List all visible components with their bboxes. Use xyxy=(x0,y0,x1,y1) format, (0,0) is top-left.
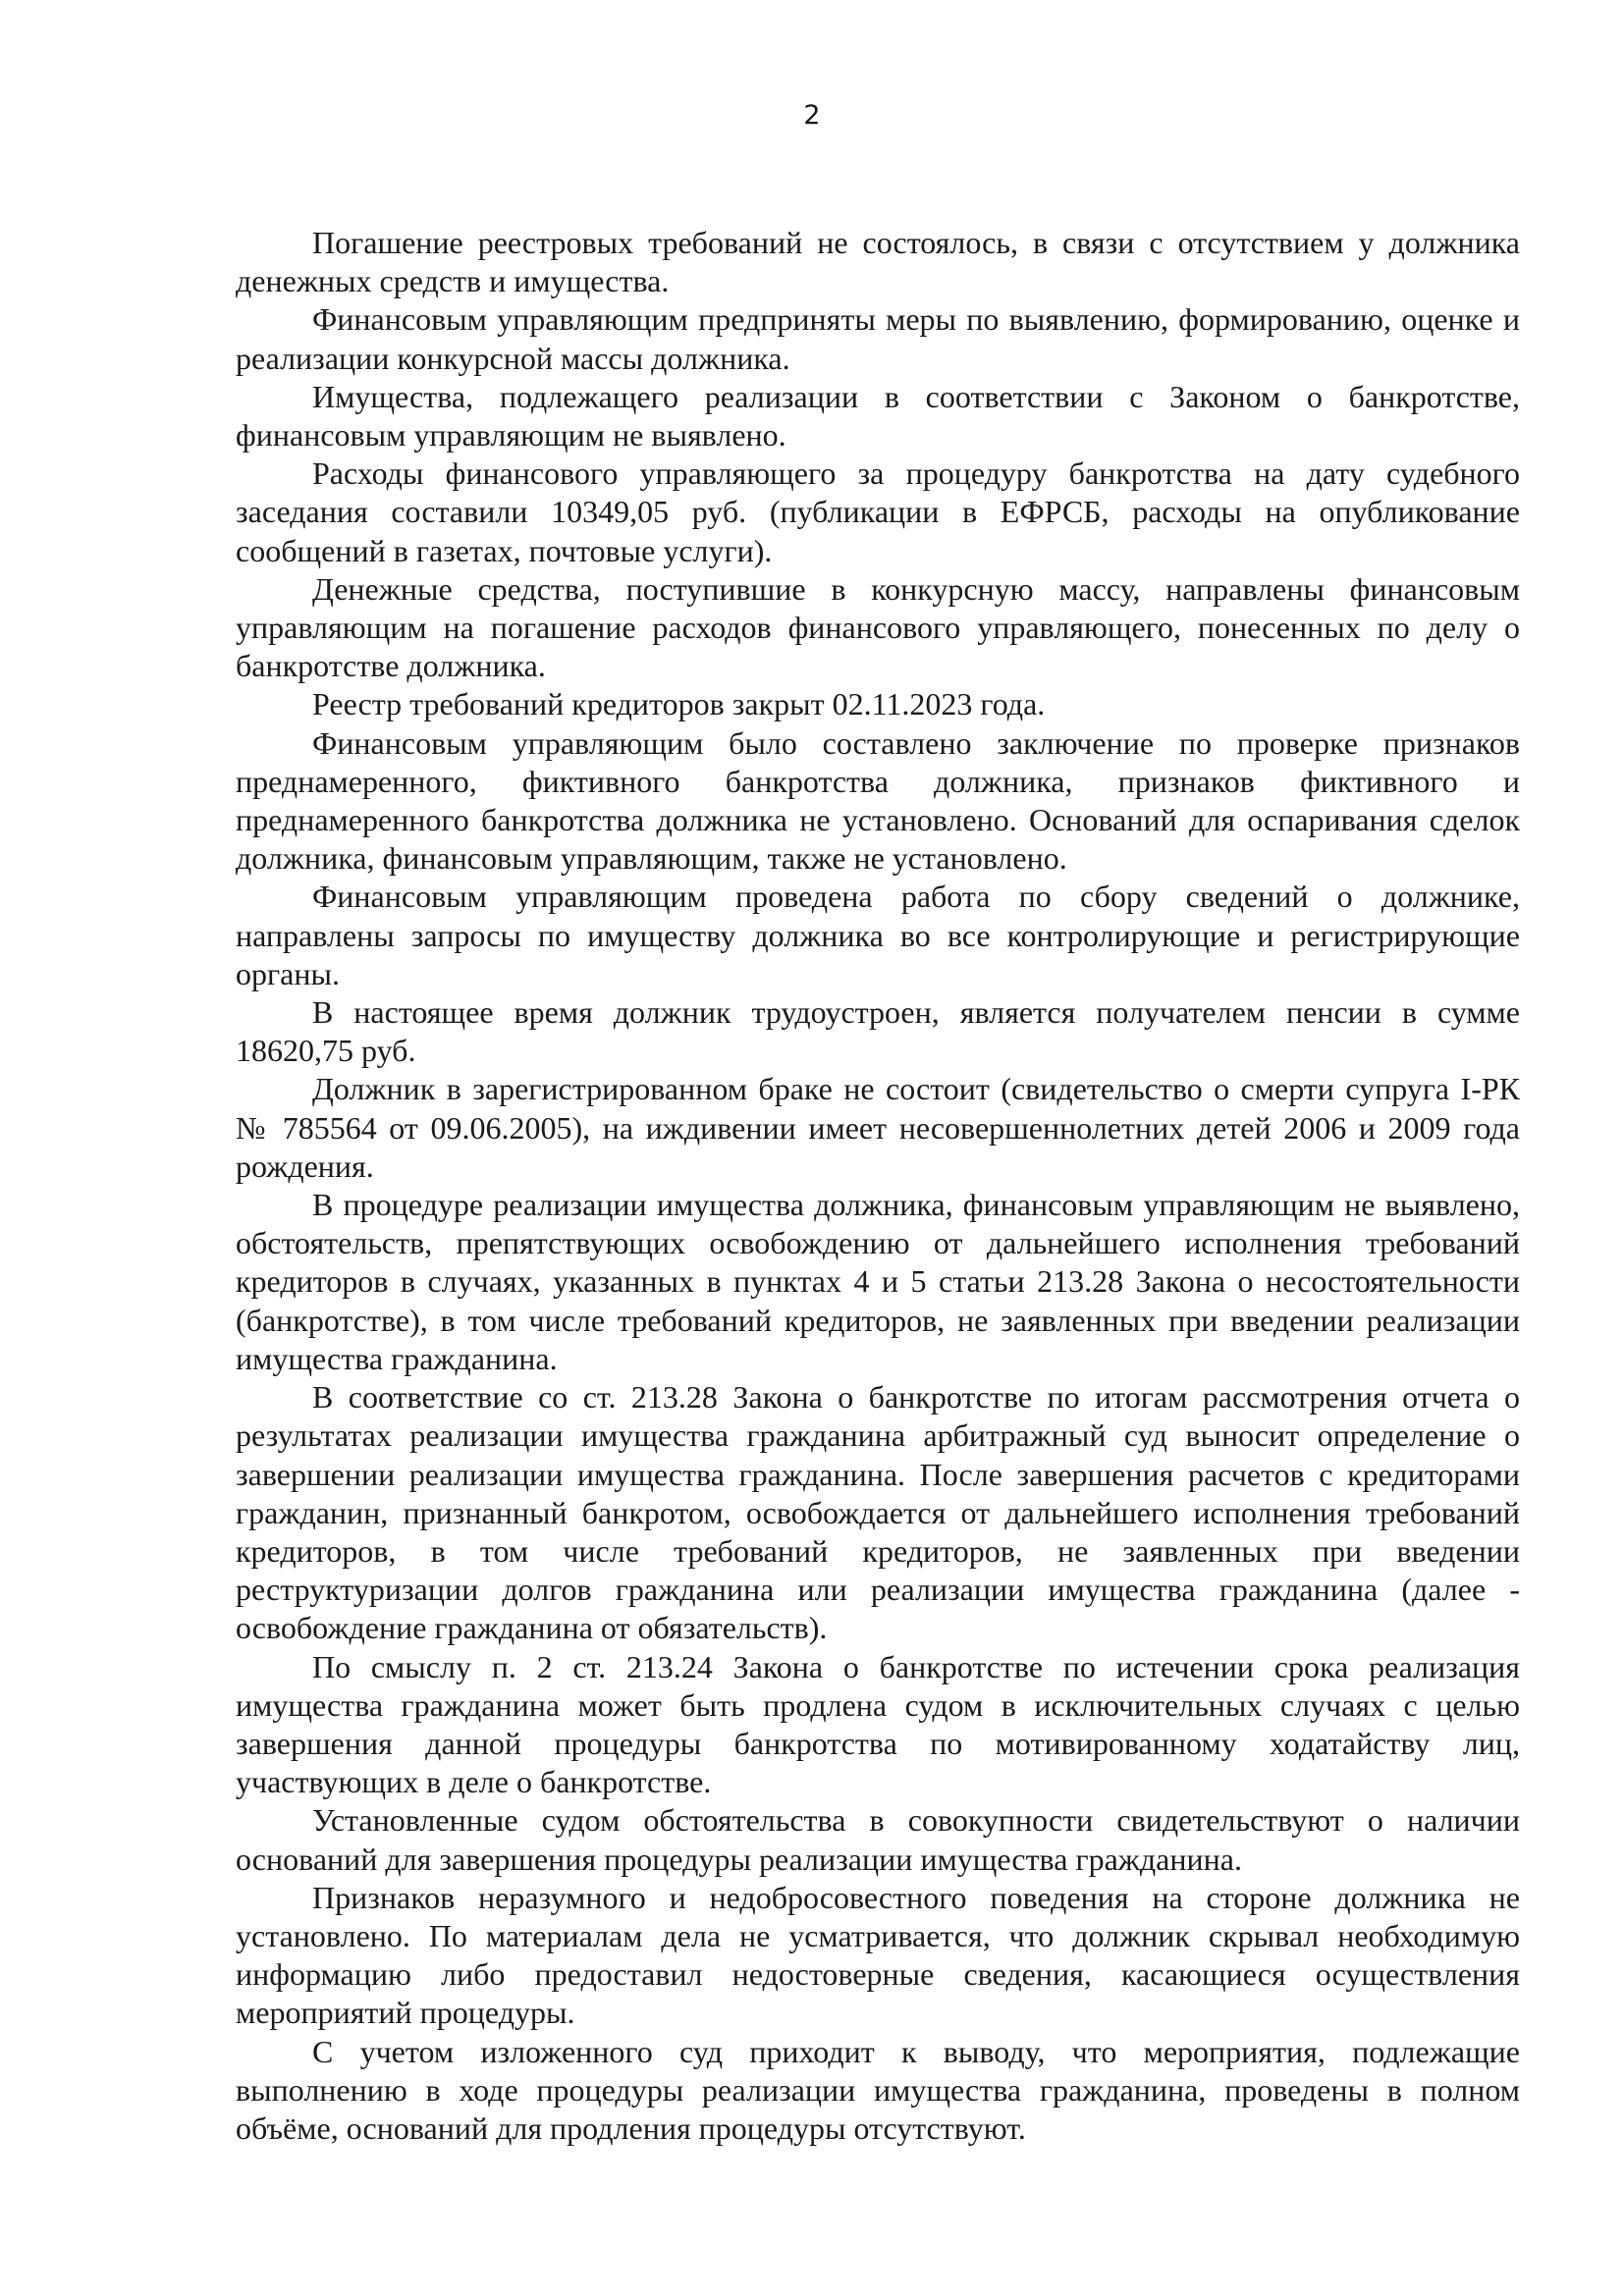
document-body xyxy=(236,224,1520,2148)
paragraph: Имущества, подлежащего реализации в соответствии с Законом о банкротстве, финансовым управляющим не выявлено. xyxy=(236,378,1520,454)
paragraph: Финансовым управляющим было составлено заключение по проверке признаков преднамеренного, фиктивного банкротства должника, признаков фиктивного и преднамеренного банкротства должника не установлено. Оснований для оспаривания сделок должника, финансовым управляющим, также не установлено. xyxy=(236,724,1520,877)
paragraph: Должник в зарегистрированном браке не состоит (свидетельство о смерти супруга I-РК № 785564 от 09.06.2005), на иждивении имеет несовершеннолетних детей 2006 и 2009 года рождения. xyxy=(236,1071,1520,1184)
page-number: 2 xyxy=(803,100,821,131)
paragraph: Установленные судом обстоятельства в совокупности свидетельствуют о наличии оснований для завершения процедуры реализации имущества гражданина. xyxy=(236,1802,1520,1877)
paragraph: Признаков неразумного и недобросовестного поведения на стороне должника не установлено. По материалам дела не усматривается, что должник скрывал необходимую информацию либо предоставил недостоверные сведения, касающиеся осуществления мероприятий процедуры. xyxy=(236,1879,1520,2031)
paragraph: Расходы финансового управляющего за процедуру банкротства на дату судебного заседания составили 10349,05 руб. (публикации в ЕФРСБ, расходы на опубликование сообщений в газетах, почтовые услуги). xyxy=(236,455,1520,568)
paragraph: Денежные средства, поступившие в конкурсную массу, направлены финансовым управляющим на погашение расходов финансового управляющего, понесенных по делу о банкротстве должника. xyxy=(236,570,1520,684)
paragraph: По смыслу п. 2 ст. 213.24 Закона о банкротстве по истечении срока реализация имущества гражданина может быть продлена судом в исключительных случаях с целью завершения данной процедуры банкротства по мотивированному ходатайству лиц, участвующих в деле о банкротстве. xyxy=(236,1648,1520,1800)
paragraph: С учетом изложенного суд приходит к выводу, что мероприятия, подлежащие выполнению в ходе процедуры реализации имущества гражданина, проведены в полном объёме, оснований для продления процедуры отсутствуют. xyxy=(236,2033,1520,2146)
paragraph: В настоящее время должник трудоустроен, является получателем пенсии в сумме 18620,75 руб. xyxy=(236,994,1520,1069)
paragraph: Финансовым управляющим проведена работа по сбору сведений о должнике, направлены запросы по имуществу должника во все контролирующие и регистрирующие органы. xyxy=(236,879,1520,991)
paragraph: Реестр требований кредиторов закрыт 02.11.2023 года. xyxy=(312,686,1046,722)
paragraph: В процедуре реализации имущества должника, финансовым управляющим не выявлено, обстоятельств, препятствующих освобождению от дальнейшего исполнения требований кредиторов в случаях, указанных в пунктах 4 и 5 статьи 213.28 Закона о несостоятельности (банкротстве), в том числе требований кредиторов, не заявленных при введении реализации имущества гражданина. xyxy=(236,1187,1520,1376)
paragraph: Погашение реестровых требований не состоялось, в связи с отсутствием у должника денежных средств и имущества. xyxy=(236,225,1520,299)
paragraph: Финансовым управляющим предприняты меры по выявлению, формированию, оценке и реализации конкурсной массы должника. xyxy=(236,301,1520,376)
paragraph: В соответствие со ст. 213.28 Закона о банкротстве по итогам рассмотрения отчета о результатах реализации имущества гражданина арбитражный суд выносит определение о завершении реализации имущества гражданина. После завершения расчетов с кредиторами гражданин, признанный банкротом, освобождается от дальнейшего исполнения требований кредиторов, в том числе требований кредиторов, не заявленных при введении реструктуризации долгов гражданина или реализации имущества гражданина (далее - освобождение гражданина от обязательств). xyxy=(236,1379,1520,1646)
